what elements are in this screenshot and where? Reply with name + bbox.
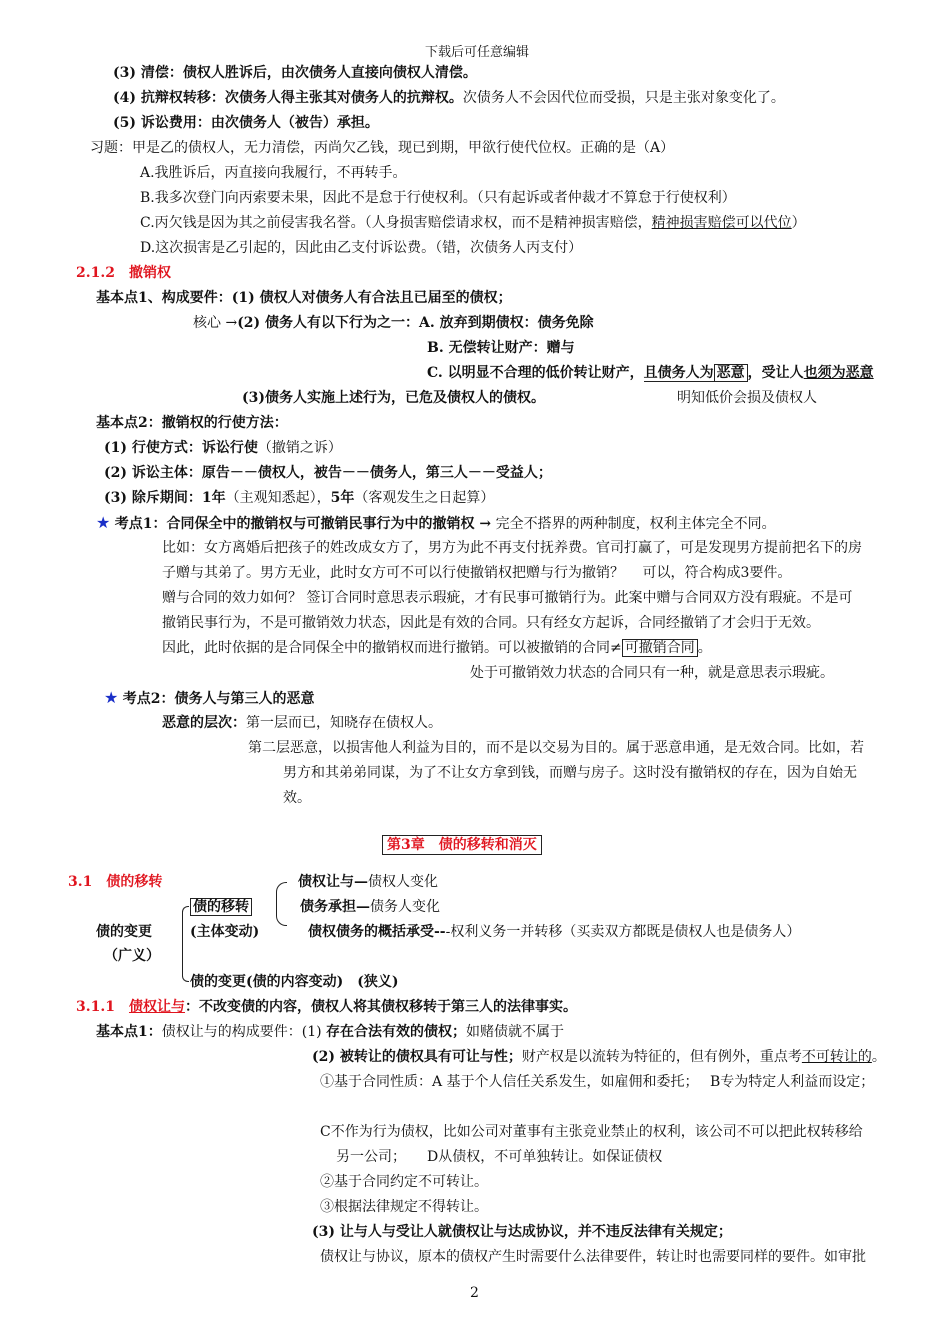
method-1: (1) 行使方式：诉讼行使（撤销之诉）	[104, 440, 342, 456]
req-2-c: C不作为行为债权，比如公司对董事有主张竞业禁止的权利，该公司不可以把此权转移给	[320, 1124, 863, 1140]
para-5: 因此，此时依据的是合同保全中的撤销权而进行撤销。可以被撤销的合同≠ 可撤销合同 。	[162, 640, 712, 656]
section-2-1-2: 2.1.2 撤销权	[76, 265, 171, 281]
method-3: (3) 除斥期间：1年（主观知悉起），5年（客观发生之日起算）	[104, 490, 495, 506]
tree-change: 债的变更(债的内容变动) (狭义)	[190, 974, 399, 990]
star-icon: ★	[104, 688, 119, 707]
option-c: C.丙欠钱是因为其之前侵害我名誉。（人身损害赔偿请求权，而不是精神损害赔偿，精神损害赔偿可以代位）	[140, 215, 806, 231]
section-3-1: 3.1 债的移转	[68, 874, 163, 890]
basic-point-2: 基本点2：撤销权的行使方法：	[96, 415, 288, 431]
tree-root-sub: （广义）	[104, 948, 160, 964]
req-2-a: ①基于合同性质：A 基于个人信任关系发生，如雇佣和委托； B专为特定人利益而设定；	[320, 1074, 875, 1090]
item-3: (3)债务人实施上述行为，已危及债权人的债权。 明知低价会损及债权人	[242, 390, 817, 406]
line-defense: (4) 抗辩权转移：次债务人得主张其对债务人的抗辩权。次债务人不会因代位而受损，只是主张对象变化了。	[113, 90, 785, 106]
tree-root: 债的变更	[96, 924, 152, 940]
page-number: 2	[470, 1285, 479, 1301]
item-b: B. 无偿转让财产：赠与	[427, 340, 575, 356]
para-6: 处于可撤销效力状态的合同只有一种，就是意思表示瑕疵。	[470, 665, 834, 681]
req-2-d: 另一公司； D从债权，不可单独转让。如保证债权	[336, 1149, 663, 1165]
tree-brace-2	[276, 882, 287, 926]
option-b: B.我多次登门向丙索要未果，因此不是怠于行使权利。（只有起诉或者仲裁才不算怠于行使权利）	[140, 190, 736, 206]
chapter-title: 第3章 债的移转和消灭	[382, 836, 542, 854]
tree-transfer: 债的移转	[190, 898, 252, 916]
req-3-note: 债权让与协议，原本的债权产生时需要什么法律要件，转让时也需要同样的要件。如审批	[320, 1249, 866, 1265]
core-line: 核心 →(2) 债务人有以下行为之一：A. 放弃到期债权：债务免除	[193, 315, 594, 331]
method-2: (2) 诉讼主体：原告－－债权人，被告－－债务人，第三人－－受益人；	[104, 465, 552, 481]
malice-2: 第二层恶意，以损害他人利益为目的，而不是以交易为目的。属于恶意串通，是无效合同。比如，若	[248, 740, 864, 756]
option-d: D.这次损害是乙引起的，因此由乙支付诉讼费。（错，次债务人丙支付）	[140, 240, 583, 256]
key-point-2: ★ 考点2：债务人与第三人的恶意	[104, 688, 315, 707]
req-3: (3) 让与人与受让人就债权让与达成协议，并不违反法律有关规定；	[312, 1224, 732, 1240]
tree-transfer-sub: (主体变动)	[190, 924, 260, 940]
para-2: 子赠与其弟了。男方无业，此时女方可不可以行使撤销权把赠与行为撤销？ 可以，符合构成3要件。	[162, 565, 792, 581]
basic-point-1: 基本点1、构成要件：(1) 债权人对债务人有合法且已届至的债权；	[96, 290, 512, 306]
malice-3: 男方和其弟弟同谋，为了不让女方拿到钱，而赠与房子。这时没有撤销权的存在，因为自始无	[283, 765, 857, 781]
line-repay: (3) 清偿：债权人胜诉后，由次债务人直接向债权人清偿。	[113, 65, 477, 81]
para-3: 赠与合同的效力如何？ 签订合同时意思表示瑕疵，才有民事可撤销行为。此案中赠与合同双方没有瑕疵。不是可	[162, 590, 853, 606]
req-2-contract: ②基于合同约定不可转让。	[320, 1174, 488, 1190]
tree-brace-1	[182, 906, 189, 982]
section-3-1-1: 3.1.1 债权让与：不改变债的内容，债权人将其债权移转于第三人的法律事实。	[76, 999, 577, 1015]
req-2-law: ③根据法律规定不得转让。	[320, 1199, 488, 1215]
tree-assign: 债权让与—债权人变化	[298, 874, 438, 890]
malice-4: 效。	[283, 790, 311, 806]
key-point-1: ★ 考点1：合同保全中的撤销权与可撤销民事行为中的撤销权 → 完全不搭界的两种制度，权利主体完全不同。	[96, 513, 776, 532]
option-a: A.我胜诉后，丙直接向我履行，不再转手。	[140, 165, 407, 181]
line-fees: (5) 诉讼费用：由次债务人（被告）承担。	[113, 115, 379, 131]
item-c: C. 以明显不合理的低价转让财产，且债务人为 恶意 ，受让人也须为恶意	[427, 365, 874, 381]
tree-general: 债权债务的概括承受---权利义务一并转移（买卖双方都既是债权人也是债务人）	[308, 924, 801, 940]
req-2: (2) 被转让的债权具有可让与性；财产权是以流转为特征的，但有例外，重点考不可转让的。	[312, 1049, 886, 1065]
req-1: 基本点1：债权让与的构成要件：(1) 存在合法有效的债权；如赌债就不属于	[96, 1024, 565, 1040]
para-4: 撤销民事行为，不是可撤销效力状态，因此是有效的合同。只有经女方起诉，合同经撤销了才会归于无效。	[162, 615, 820, 631]
para-1: 比如：女方离婚后把孩子的姓改成女方了，男方为此不再支付抚养费。官司打赢了，可是发现男方提前把名下的房	[162, 540, 862, 556]
malice-1: 恶意的层次：第一层而已，知晓存在债权人。	[162, 715, 442, 731]
exercise: 习题：甲是乙的债权人，无力清偿，丙尚欠乙钱，现已到期，甲欲行使代位权。正确的是（A）	[90, 140, 675, 156]
star-icon: ★	[96, 513, 111, 532]
tree-assume: 债务承担—债务人变化	[300, 899, 440, 915]
page-header: 下载后可任意编辑	[425, 45, 530, 60]
